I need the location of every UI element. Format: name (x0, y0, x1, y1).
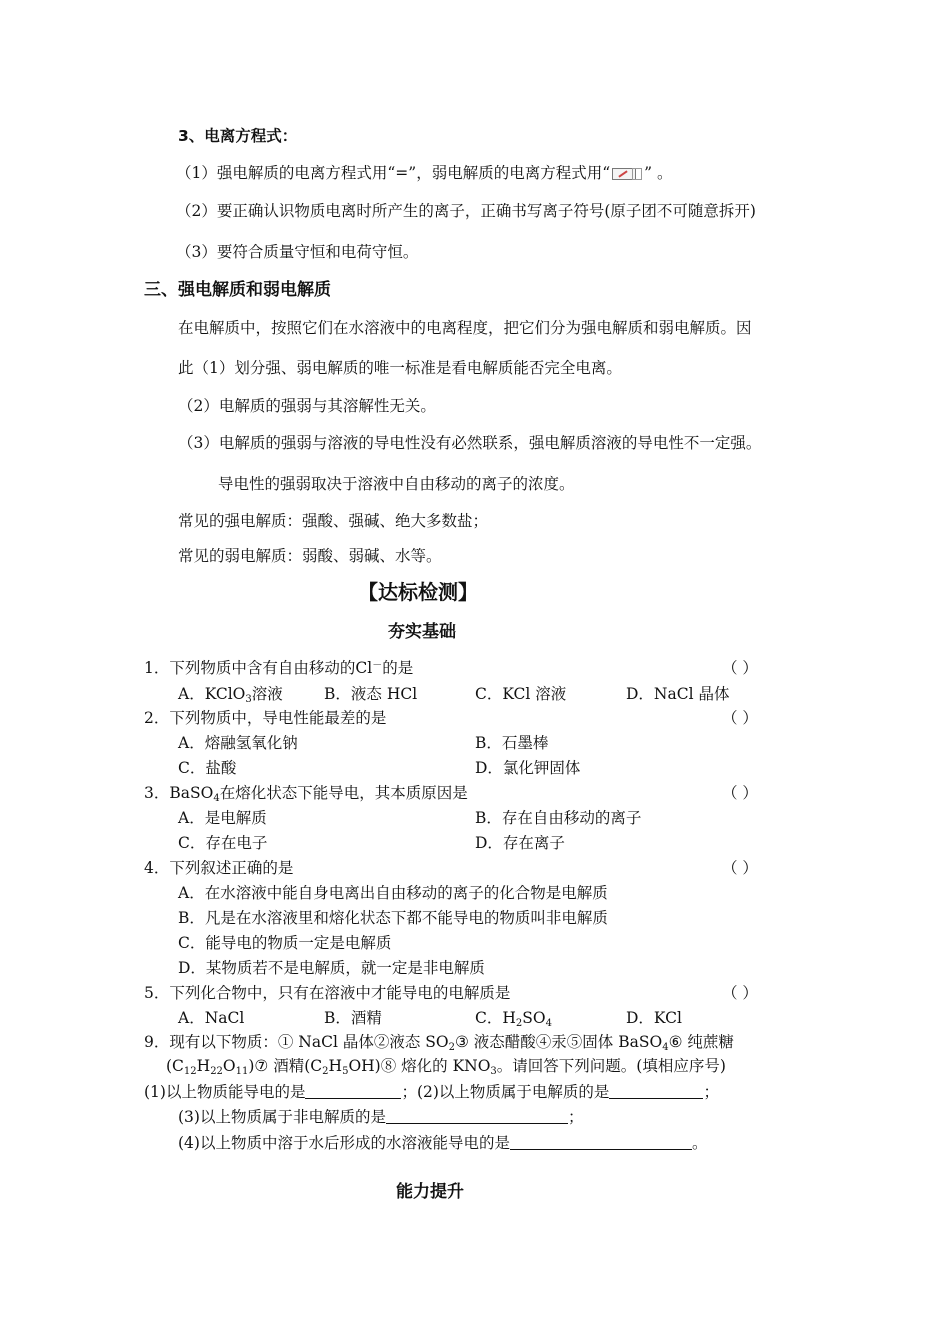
q9-stem-line-1: 9．现有以下物质：① NaCl 晶体②液态 $SO_2③$ 液态醋酸④汞⑤固体 BaSO$_4$⑥ 纯蔗糖 (144, 1033, 734, 1053)
answer-blank-3[interactable] (386, 1109, 568, 1124)
q4-stem: 4．下列叙述正确的是 (144, 859, 294, 877)
part3-paragraph-5: 导电性的强弱取决于溶液中自由移动的离子的浓度。 (218, 475, 575, 493)
q4-option-d: D．某物质若不是电解质，就一定是非电解质 (178, 959, 485, 977)
q5-option-c: C．$H_2SO_4$ (475, 1009, 552, 1029)
q1-option-c: C．KCl 溶液 (475, 685, 567, 703)
q4-option-c: C．能导电的物质一定是电解质 (178, 934, 392, 952)
part-3-heading: 三、强电解质和弱电解质 (144, 280, 331, 300)
answer-blank-1[interactable] (305, 1084, 401, 1099)
q2-option-c: C．盐酸 (178, 759, 237, 777)
check-title: 【达标检测】 (358, 580, 478, 604)
part3-paragraph-2: 此（1）划分强、弱电解质的唯一标准是看电解质能否完全电离。 (178, 359, 622, 377)
part3-weak-list: 常见的弱电解质：弱酸、弱碱、水等。 (178, 547, 442, 565)
q2-stem: 2．下列物质中，导电性能最差的是 (144, 709, 387, 727)
sec3-point-1: （1）强电解质的电离方程式用“=”，弱电解质的电离方程式用“ ” 。 (176, 164, 673, 182)
answer-blank-2[interactable] (609, 1084, 703, 1099)
reversible-arrow-icon (610, 166, 644, 180)
q3-option-a: A．是电解质 (178, 809, 267, 827)
part3-paragraph-3: （2）电解质的强弱与其溶解性无关。 (178, 397, 436, 415)
q2-option-b: B．石墨棒 (475, 734, 549, 752)
q1-stem: 1．下列物质中含有自由移动的Cl－的是 (144, 659, 414, 677)
q3-option-d: D．存在离子 (475, 834, 565, 852)
q3-option-b: B．存在自由移动的离子 (475, 809, 642, 827)
q1-answer-paren: （ ） (722, 659, 758, 677)
q9-sub-4: (4)以上物质中溶于水后形成的水溶液能导电的是 。 (178, 1134, 708, 1152)
q5-option-d: D．KCl (626, 1009, 682, 1027)
q5-stem: 5．下列化合物中，只有在溶液中才能导电的电解质是 (144, 984, 511, 1002)
part3-strong-list: 常见的强电解质：强酸、强碱、绝大多数盐； (178, 512, 489, 530)
section-3-title: 3、电离方程式： (178, 127, 298, 145)
basic-subtitle: 夯实基础 (388, 622, 456, 642)
advanced-subtitle: 能力提升 (396, 1182, 464, 1202)
q1-option-d: D．NaCl 晶体 (626, 685, 730, 703)
sec3-point-3: （3）要符合质量守恒和电荷守恒。 (176, 243, 419, 261)
q9-sub-1-2: (1)以上物质能导电的是 ；(2)以上物质属于电解质的是 ； (144, 1083, 719, 1101)
q1-option-a: A．KClO$_3$溶液 (178, 685, 283, 705)
sec3-point-2: （2）要正确认识物质电离时所产生的离子，正确书写离子符号(原子团不可随意拆开) (176, 202, 756, 220)
q3-option-c: C．存在电子 (178, 834, 268, 852)
q9-sub-3: (3)以上物质属于非电解质的是 ； (178, 1108, 584, 1126)
q5-answer-paren: （ ） (722, 984, 758, 1002)
part3-paragraph-1: 在电解质中，按照它们在水溶液中的电离程度，把它们分为强电解质和弱电解质。因 (178, 319, 752, 337)
q5-option-b: B．酒精 (324, 1009, 382, 1027)
q2-option-a: A．熔融氢氧化钠 (178, 734, 298, 752)
q4-answer-paren: （ ） (722, 859, 758, 877)
q9-stem-line-2: $(C_{12}H_{22}O_{11})⑦$ 酒精$(C_2H_5OH)⑧$ 熔化的 $KNO_3$。请回答下列问题。(填相应序号) (166, 1057, 726, 1077)
q1-option-b: B．液态 HCl (324, 685, 418, 703)
q4-option-a: A．在水溶液中能自身电离出自由移动的离子的化合物是电解质 (178, 884, 608, 902)
q2-option-d: D．氯化钾固体 (475, 759, 581, 777)
part3-paragraph-4: （3）电解质的强弱与溶液的导电性没有必然联系，强电解质溶液的导电性不一定强。 (178, 434, 762, 452)
q3-stem: 3．BaSO$_4$在熔化状态下能导电，其本质原因是 (144, 784, 468, 804)
q3-answer-paren: （ ） (722, 784, 758, 802)
q2-answer-paren: （ ） (722, 709, 758, 727)
q4-option-b: B．凡是在水溶液里和熔化状态下都不能导电的物质叫非电解质 (178, 909, 608, 927)
q5-option-a: A．NaCl (178, 1009, 245, 1027)
answer-blank-4[interactable] (510, 1135, 692, 1150)
